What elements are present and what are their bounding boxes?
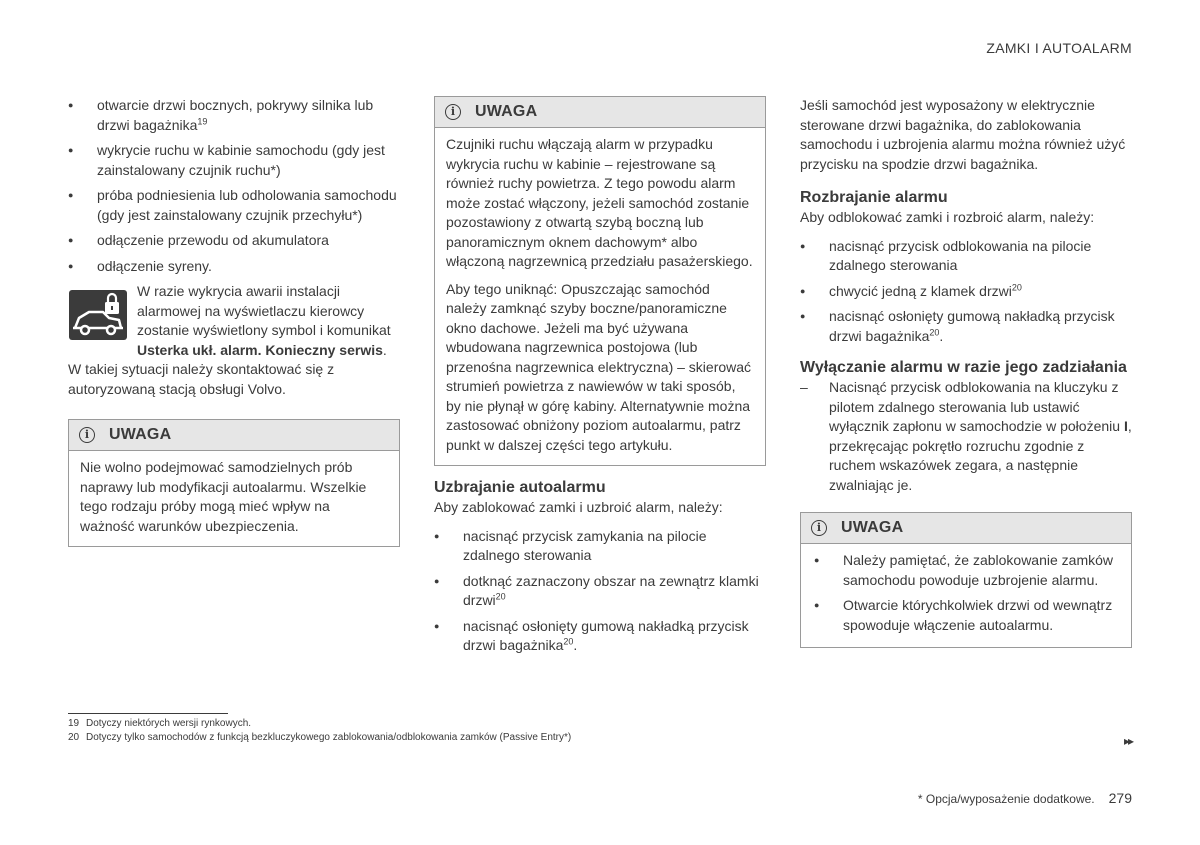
list-item: ● próba podniesienia lub odholowania samochodu (gdy jest zainstalowany czujnik przechyłu*) (68, 186, 400, 225)
dash-marker: – (800, 379, 808, 395)
alarm-triggers-list (68, 96, 400, 276)
car-lock-icon (69, 290, 127, 340)
page-footer (918, 790, 1132, 806)
warning-text: Nie wolno podejmować samodzielnych prób naprawy lub modyfikacji autoalarmu. Wszelkie tego rodzaju próby mogą mieć wpływ na ważność warunków ubezpieczenia. (80, 459, 367, 534)
list-item: ● nacisnąć osłonięty gumową nakładką przycisk drzwi bagażnika$^{20}$. (434, 617, 766, 656)
warning-title: UWAGA (475, 103, 538, 121)
disarm-heading: Rozbrajanie alarmu (800, 189, 948, 206)
warning-box-locking (800, 512, 1132, 648)
list-item: ● dotknąć zaznaczony obszar na zewnątrz klamki drzwi$^{20}$ (434, 572, 766, 611)
warning-header (69, 420, 399, 451)
column-2 (434, 96, 766, 662)
arm-steps-list (434, 527, 766, 656)
list-item: ● otwarcie drzwi bocznych, pokrywy silnika lub drzwi bagażnika$^{19}$ (68, 96, 400, 135)
footnote-divider (68, 713, 228, 714)
arm-heading: Uzbrajanie autoalarmu (434, 479, 606, 496)
arm-intro: Aby zablokować zamki i uzbroić alarm, należy: (434, 499, 723, 515)
page-number: 279 (1108, 790, 1132, 806)
option-note: * Opcja/wyposażenie dodatkowe. (917, 792, 1095, 806)
warning-header (801, 513, 1131, 544)
warning-header (435, 97, 765, 128)
warning-body (69, 451, 399, 546)
warning-box-motion-sensor (434, 96, 766, 466)
info-circle-icon: i (79, 427, 95, 443)
info-circle-icon: i (445, 104, 461, 120)
list-item: ● chwycić jedną z klamek drzwi$^{20}$ (800, 282, 1132, 302)
warning-box-repair (68, 419, 400, 547)
next-page-arrows-icon: ▸▸ (1123, 734, 1132, 748)
list-item: ● wykrycie ruchu w kabinie samochodu (gdy jest zainstalowany czujnik ruchu*) (68, 141, 400, 180)
warning-body (801, 544, 1131, 647)
info-circle-icon: i (811, 520, 827, 536)
alarm-off-step: – Nacisnąć przycisk odblokowania na kluczyku z pilotem zdalnego sterowania lub ustawić wyłącznik zapłonu w samochodzie w położeniu I, przekręcając pokrętło rozruchu zgodnie z ruchem wskazówek zegara, a następnie zwalniając je. (800, 379, 1132, 493)
warning-text: Czujniki ruchu włączają alarm w przypadku wykrycia ruchu w kabinie – rejestrowane są również ruchy powietrza. Z tego powodu alarm może zostać włączony, jeżeli samochód zostanie pozostawiony z otwartą szybą boczną lub panoramicznym oknem dachowym* albo włączoną nagrzewnicą przedziału pasażerskiego. (446, 136, 753, 269)
disarm-intro: Aby odblokować zamki i rozbroić alarm, należy: (800, 209, 1095, 225)
warning-body (435, 128, 765, 465)
footnotes (68, 717, 571, 745)
fault-symbol-block (68, 282, 400, 399)
warning-text: Aby tego uniknąć: Opuszczając samochód należy zamknąć szyby boczne/panoramiczne okno dachowe. Jeżeli ma być używana wbudowana nagrzewnica postojowa (lub przenośna nagrzewnica elektryczna) – skierować strumień powietrza z nawiewów w taki sposób, by nie płynął w górę kabiny. Alternatywnie można zastosować obniżony poziom autoalarmu, patrz punkt w dalszej części tego artykułu. (446, 280, 752, 453)
section-title: ZAMKI I AUTOALARM (986, 40, 1132, 56)
disarm-steps-list (800, 237, 1132, 347)
warning-list (812, 551, 1120, 635)
list-item: ● odłączenie syreny. (68, 257, 400, 277)
list-item: ● Otwarcie którychkolwiek drzwi od wewnątrz spowoduje włączenie autoalarmu. (814, 596, 1120, 635)
list-item: ● Należy pamiętać, że zablokowanie zamków samochodu powoduje uzbrojenie alarmu. (814, 551, 1120, 590)
footnote: 20 Dotyczy tylko samochodów z funkcją bezkluczykowego zablokowania/odblokowania zamków (Passive Entry*) (68, 732, 572, 743)
warning-title: UWAGA (841, 519, 904, 537)
list-item: ● odłączenie przewodu od akumulatora (68, 231, 400, 251)
column-3 (800, 96, 1132, 648)
trunk-intro: Jeśli samochód jest wyposażony w elektrycznie sterowane drzwi bagażnika, do zablokowania samochodu i uzbrojenia alarmu można również użyć przycisku na spodzie drzwi bagażnika. (800, 97, 1126, 172)
footnote: 19 Dotyczy niektórych wersji rynkowych. (68, 718, 252, 729)
column-1 (68, 96, 400, 547)
list-item: ● nacisnąć przycisk zamykania na pilocie zdalnego sterowania (434, 527, 766, 566)
list-item: ● nacisnąć osłonięty gumową nakładką przycisk drzwi bagażnika$^{20}$. (800, 307, 1132, 346)
alarm-off-heading: Wyłączanie alarmu w razie jego zadziałania (800, 359, 1127, 376)
list-item: ● nacisnąć przycisk odblokowania na pilocie zdalnego sterowania (800, 237, 1132, 276)
warning-title: UWAGA (109, 426, 172, 444)
fault-message-paragraph: W razie wykrycia awarii instalacji alarmowej na wyświetlaczu kierowcy zostanie wyświetlony symbol i komunikat Usterka ukł. alarm. Konieczny serwis. W takiej sytuacji należy skontaktować się z autoryzowaną stacją obsługi Volvo. (68, 283, 391, 397)
